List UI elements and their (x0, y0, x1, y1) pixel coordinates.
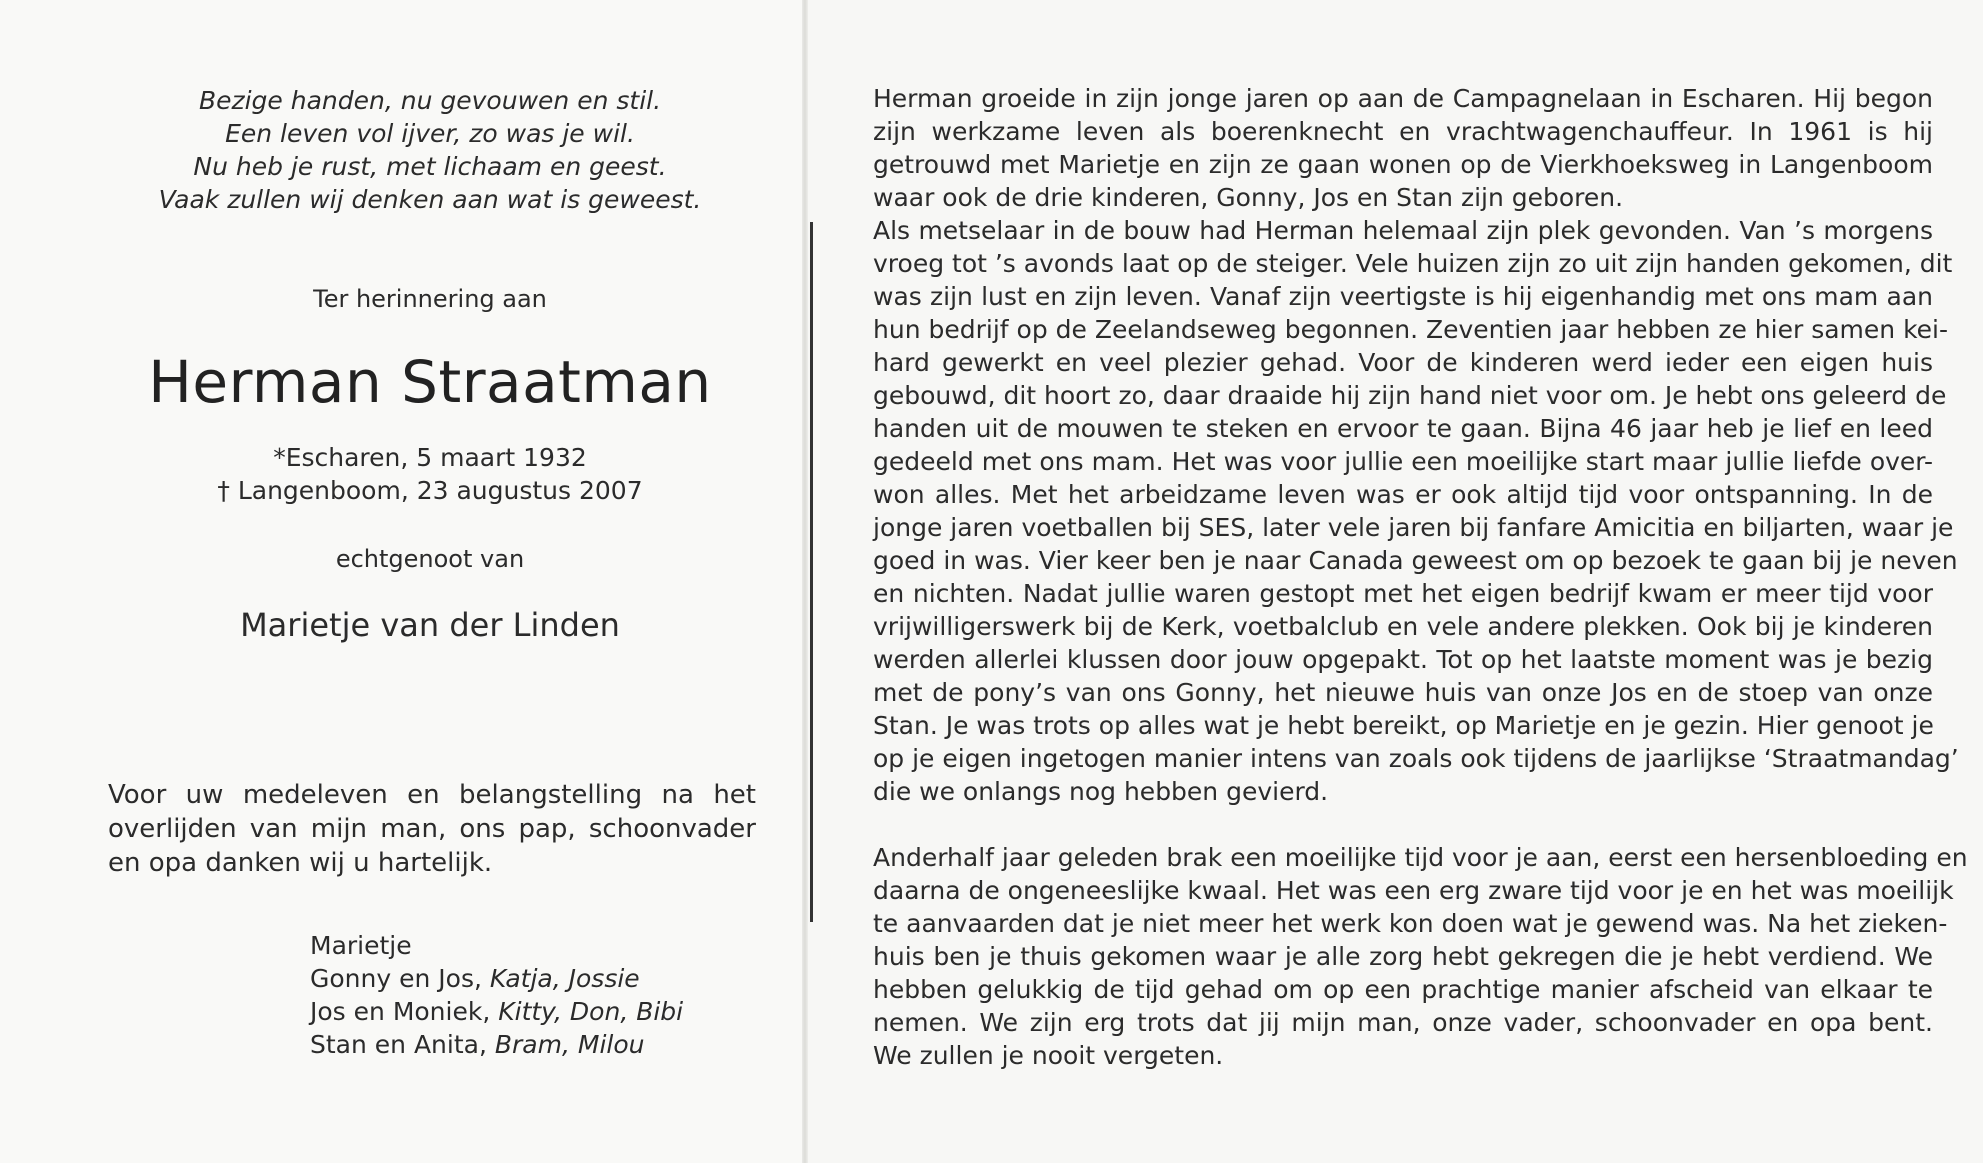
biography-line: vrijwilligerswerk bij de Kerk, voetbalclub en vele andere plekken. Ook bij je kinderen (873, 612, 1933, 641)
biography-line: die we onlangs nog hebben gevierd. (873, 777, 1329, 806)
family-row (310, 995, 770, 1028)
biography-line: waar ook de drie kinderen, Gonny, Jos en Stan zijn geboren. (873, 183, 1624, 212)
poem (100, 84, 760, 216)
birth-line: *Escharen, 5 maart 1932 (273, 443, 587, 472)
family-list (310, 929, 770, 1061)
biography-line: Als metselaar in de bouw had Herman helemaal zijn plek gevonden. Van ’s morgens (873, 216, 1933, 245)
biography-line: hebben gelukkig de tijd gehad om op een prachtige manier afscheid van elkaar te (873, 975, 1933, 1004)
poem-line: Een leven vol ijver, zo was je wil. (225, 119, 635, 148)
biography-line: te aanvaarden dat je niet meer het werk kon doen wat je gewend was. Na het zieken- (873, 909, 1948, 938)
biography-line: daarna de ongeneeslijke kwaal. Het was een erg zware tijd voor je en het was moeilijk (873, 876, 1954, 905)
death-line: † Langenboom, 23 augustus 2007 (217, 476, 643, 505)
remember-label: Ter herinnering aan (313, 285, 547, 313)
biography-line: en nichten. Nadat jullie waren gestopt met het eigen bedrijf kwam er meer tijd voor (873, 579, 1933, 608)
biography-line: getrouwd met Marietje en zijn ze gaan wonen op de Vierkhoeksweg in Langenboom (873, 150, 1933, 179)
card-fold (802, 0, 808, 1163)
biography-line: Stan. Je was trots op alles wat je hebt bereikt, op Marietje en je gezin. Hier genoot je (873, 711, 1934, 740)
biography-line: Anderhalf jaar geleden brak een moeilijke tijd voor je aan, eerst een hersenbloeding en (873, 843, 1968, 872)
vertical-rule (810, 222, 813, 922)
family-children: Bram, Milou (494, 1030, 645, 1059)
poem-line: Vaak zullen wij denken aan wat is geweest. (158, 185, 702, 214)
biography-line: We zullen je nooit vergeten. (873, 1041, 1224, 1070)
family-adults: Stan en Anita, (310, 1030, 495, 1059)
biography-line: op je eigen ingetogen manier intens van zoals ook tijdens de jaarlijkse ‘Straatmandag’ (873, 744, 1959, 773)
biography (873, 82, 1968, 1072)
biography-line: nemen. We zijn erg trots dat jij mijn man, onze vader, schoonvader en opa bent. (873, 1008, 1933, 1037)
biography-line: Herman groeide in zijn jonge jaren op aan de Campagnelaan in Escharen. Hij begon (873, 84, 1933, 113)
biography-line: zijn werkzame leven als boerenknecht en vrachtwagenchauffeur. In 1961 is hij (873, 117, 1933, 146)
biography-line: was zijn lust en zijn leven. Vanaf zijn veertigste is hij eigenhandig met ons mam aan (873, 282, 1933, 311)
biography-line: gebouwd, dit hoort zo, daar draaide hij zijn hand niet voor om. Je hebt ons geleerd de (873, 381, 1947, 410)
poem-line: Nu heb je rust, met lichaam en geest. (193, 152, 667, 181)
biography-line: goed in was. Vier keer ben je naar Canada geweest om op bezoek te gaan bij je neven (873, 546, 1958, 575)
biography-line: jonge jaren voetballen bij SES, later vele jaren bij fanfare Amicitia en biljarten, waar je (873, 513, 1954, 542)
family-children: Katja, Jossie (489, 964, 640, 993)
family-children: Kitty, Don, Bibi (498, 997, 684, 1026)
spouse-label: echtgenoot van (335, 545, 525, 573)
family-row (310, 962, 770, 995)
biography-line: handen uit de mouwen te steken en ervoor te gaan. Bijna 46 jaar heb je lief en leed (873, 414, 1933, 443)
biography-line: met de pony’s van ons Gonny, het nieuwe huis van onze Jos en de stoep van onze (873, 678, 1933, 707)
biography-line: vroeg tot ’s avonds laat op de steiger. Vele huizen zijn zo uit zijn handen gekomen, dit (873, 249, 1953, 278)
biography-line: won alles. Met het arbeidzame leven was er ook altijd tijd voor ontspanning. In de (873, 480, 1933, 509)
biography-line: huis ben je thuis gekomen waar je alle zorg hebt gekregen die je hebt verdiend. We (873, 942, 1933, 971)
paragraph-gap (873, 808, 1933, 841)
life-dates (100, 441, 760, 507)
family-adults: Marietje (310, 931, 412, 960)
biography-line: werden allerlei klussen door jouw opgepakt. Tot op het laatste moment was je bezig (873, 645, 1933, 674)
poem-line: Bezige handen, nu gevouwen en stil. (198, 86, 662, 115)
family-row (310, 929, 770, 962)
deceased-name: Herman Straatman (148, 348, 712, 416)
family-row (310, 1028, 770, 1061)
family-adults: Gonny en Jos, (310, 964, 490, 993)
thanks-text: Voor uw medeleven en belangstelling na het overlijden van mijn man, ons pap, schoonvader en opa danken wij u hartelijk. (108, 780, 756, 878)
biography-line: gedeeld met ons mam. Het was voor jullie een moeilijke start maar jullie liefde over- (873, 447, 1933, 476)
biography-line: hun bedrijf op de Zeelandseweg begonnen. Zeventien jaar hebben ze hier samen kei- (873, 315, 1949, 344)
family-adults: Jos en Moniek, (310, 997, 499, 1026)
biography-line: hard gewerkt en veel plezier gehad. Voor de kinderen werd ieder een eigen huis (873, 348, 1933, 377)
spouse-name: Marietje van der Linden (240, 606, 620, 644)
